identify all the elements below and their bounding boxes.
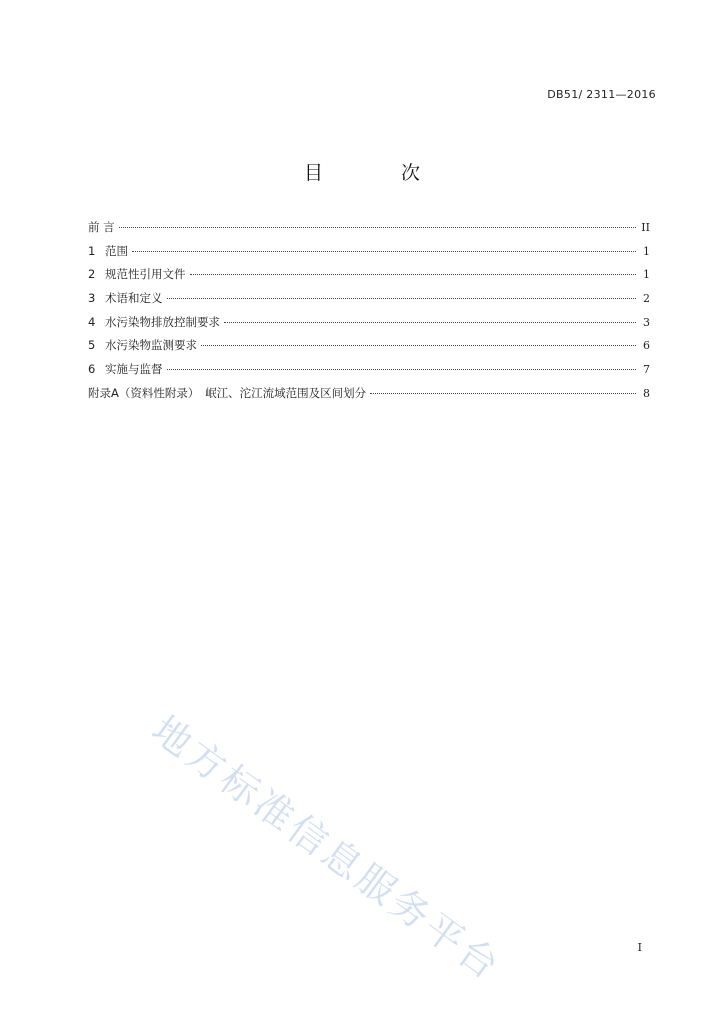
toc-entry-monitoring[interactable]	[88, 337, 650, 361]
toc-entry-page: 2	[643, 292, 650, 306]
toc-entry-text: 实施与监督	[105, 362, 163, 377]
toc-entry-scope[interactable]	[88, 243, 650, 267]
toc-entry-number: 4	[88, 314, 96, 329]
toc-entry-text: 附录A（资料性附录） 岷江、沱江流域范围及区间划分	[88, 385, 367, 400]
toc-entry-page: 8	[643, 386, 650, 400]
toc-entry-label	[88, 361, 163, 377]
toc-entry-page: 1	[643, 244, 650, 258]
dot-leader	[201, 345, 636, 346]
page-number: I	[637, 941, 642, 954]
dot-leader	[167, 369, 637, 370]
toc-entry-text: 水污染物监测要求	[105, 338, 197, 353]
toc-entry-label	[88, 337, 197, 353]
toc-entry-text: 范围	[105, 243, 128, 258]
toc-entry-label	[88, 266, 186, 282]
toc-entry-number: 6	[88, 362, 96, 377]
toc-entry-text: 水污染物排放控制要求	[105, 314, 220, 329]
dot-leader	[370, 393, 636, 394]
toc-entry-number: 1	[88, 243, 96, 258]
dot-leader	[132, 251, 636, 252]
toc-entry-terms-definitions[interactable]	[88, 290, 650, 314]
toc-entry-text: 规范性引用文件	[105, 267, 186, 282]
toc-title: 目 次	[303, 162, 457, 184]
watermark: 地方标准信息服务平台	[143, 707, 510, 990]
dot-leader	[190, 274, 637, 275]
toc-entry-discharge-control[interactable]	[88, 314, 650, 338]
toc-entry-implementation[interactable]	[88, 361, 650, 385]
toc-entry-page: 3	[643, 315, 650, 329]
dot-leader	[224, 322, 636, 323]
toc-entry-normative-references[interactable]	[88, 266, 650, 290]
toc-entry-label	[88, 385, 366, 401]
toc-entry-page: II	[641, 221, 650, 234]
toc-entry-label	[88, 314, 220, 330]
toc-entry-label	[88, 219, 115, 235]
toc-entry-appendix-a[interactable]	[88, 385, 650, 409]
table-of-contents	[88, 219, 650, 409]
toc-entry-number: 5	[88, 338, 96, 353]
toc-entry-label	[88, 290, 163, 306]
toc-entry-label	[88, 243, 128, 259]
toc-entry-page: 6	[643, 339, 650, 353]
dot-leader	[167, 298, 637, 299]
toc-entry-text: 前 言	[88, 220, 115, 234]
toc-entry-number: 2	[88, 267, 96, 282]
toc-entry-text: 术语和定义	[105, 291, 163, 306]
dot-leader	[119, 227, 636, 228]
toc-entry-number: 3	[88, 291, 96, 306]
toc-entry-page: 7	[643, 363, 650, 377]
toc-entry-foreword[interactable]	[88, 219, 650, 243]
document-code: DB51/ 2311—2016	[547, 88, 656, 101]
toc-entry-page: 1	[643, 268, 650, 282]
